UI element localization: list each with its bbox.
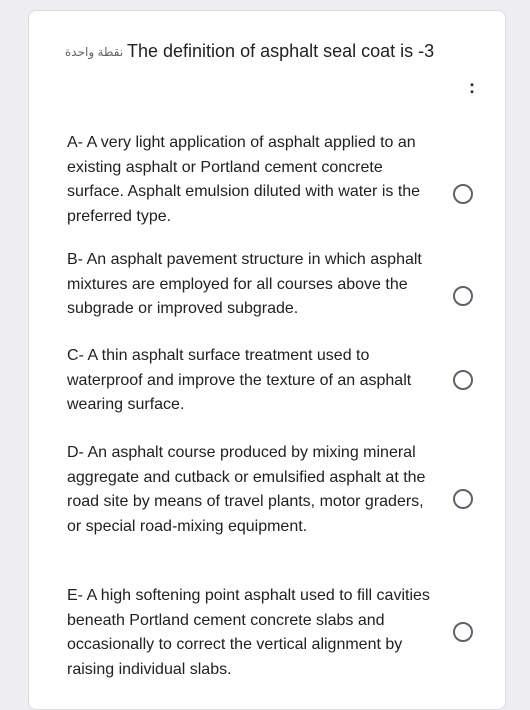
- option-d-label: D- An asphalt course produced by mixing mineral aggregate and cutback or emulsified asphalt at the road site by means of travel plants, motor graders, or special road-mixing equipment.: [67, 444, 426, 535]
- question-header: [29, 11, 505, 71]
- option-a-radio[interactable]: [453, 184, 473, 204]
- option-b-radio[interactable]: [453, 286, 473, 306]
- option-d-radio[interactable]: [453, 489, 473, 509]
- question-title: The definition of asphalt seal coat is -3: [127, 41, 435, 61]
- option-c-radio[interactable]: [453, 370, 473, 390]
- points-label: نقطة واحدة: [65, 45, 124, 59]
- question-card: [28, 10, 506, 710]
- option-b-label: B- An asphalt pavement structure in which asphalt mixtures are employed for all courses above the subgrade or improved subgrade.: [67, 251, 422, 317]
- option-e-radio[interactable]: [453, 622, 473, 642]
- option-a-label: A- A very light application of asphalt applied to an existing asphalt or Portland cement concrete surface. Asphalt emulsion diluted with water is the preferred type.: [67, 134, 421, 225]
- required-mark: :: [469, 77, 475, 97]
- option-c-label: C- A thin asphalt surface treatment used to waterproof and improve the texture of an asphalt wearing surface.: [67, 347, 412, 413]
- option-e-label: E- A high softening point asphalt used to fill cavities beneath Portland cement concrete slabs and occasionally to correct the vertical alignment by raising individual slabs.: [67, 587, 430, 678]
